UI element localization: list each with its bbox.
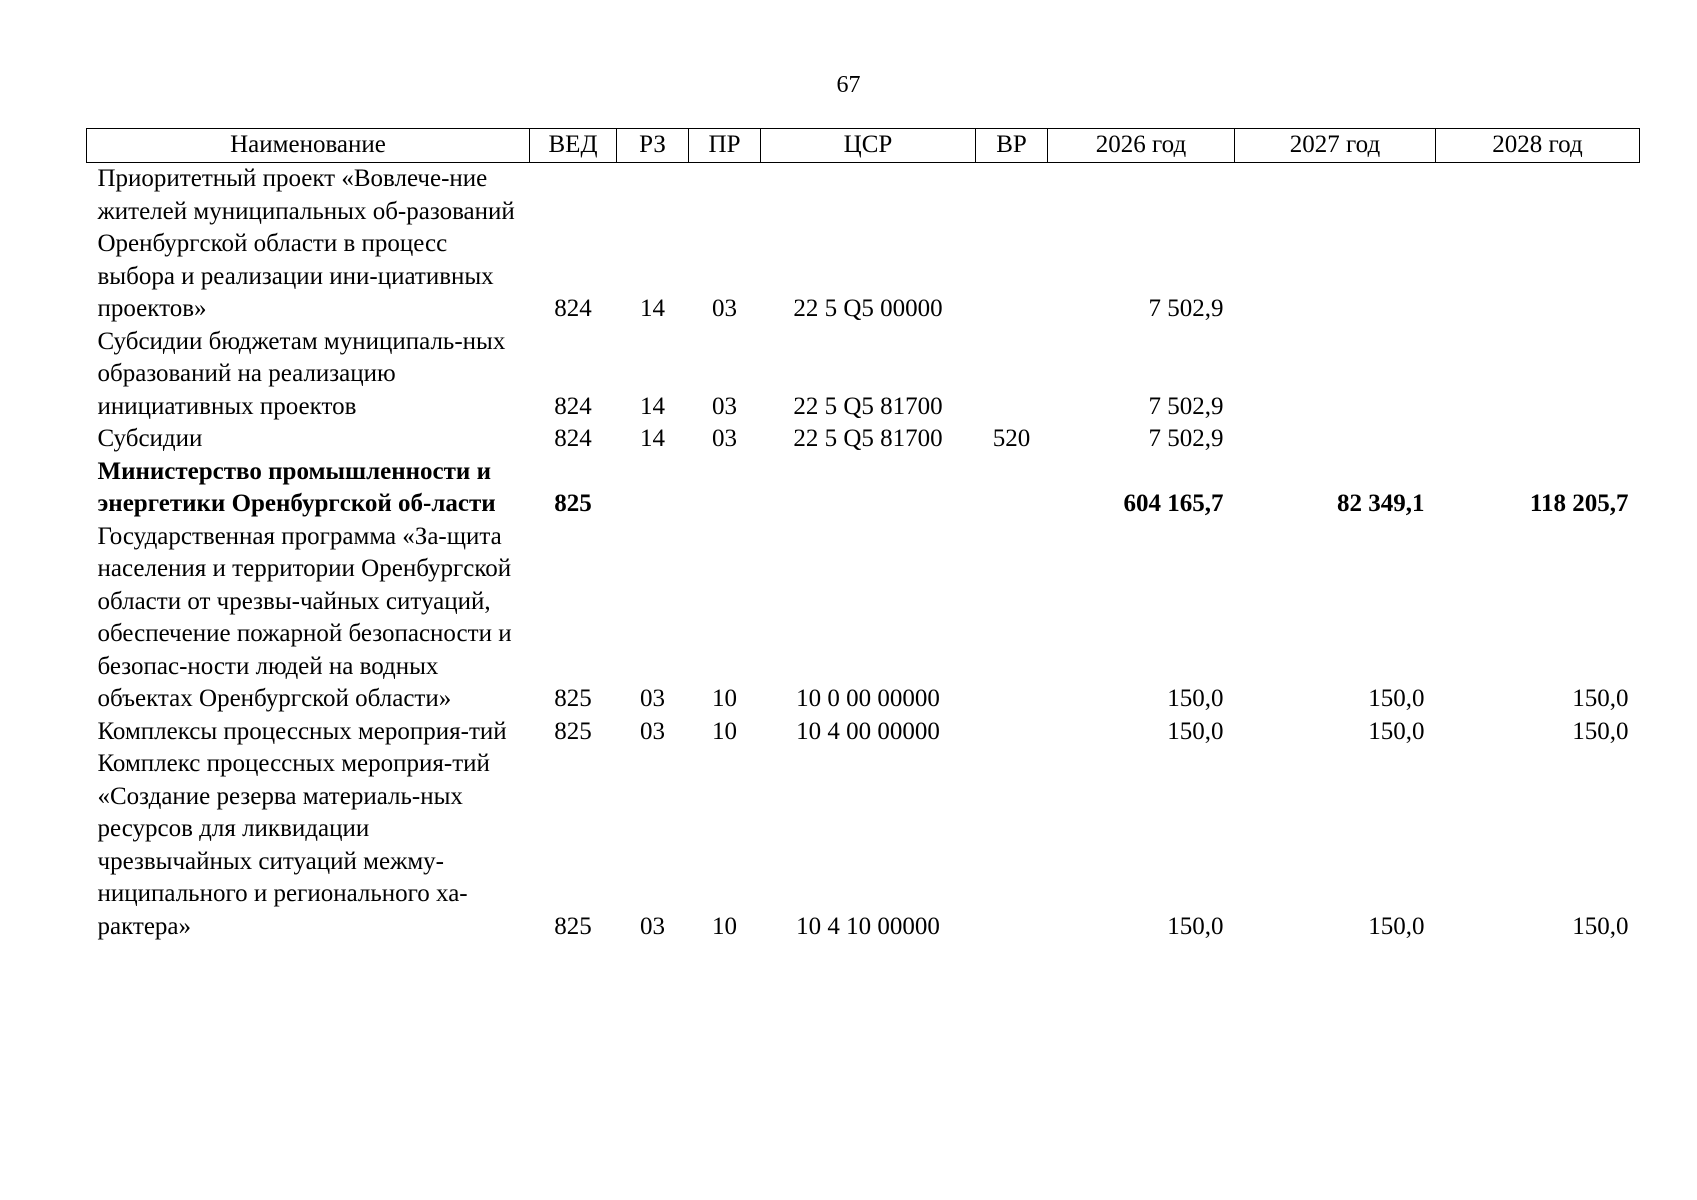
amount-2027-cell: 150,0 — [1368, 912, 1425, 940]
page-number: 67 — [836, 72, 861, 98]
pr-cell: 03 — [712, 392, 737, 420]
amount-2028-cell — [1436, 163, 1640, 326]
amount-2026-cell: 150,0 — [1167, 685, 1224, 712]
header-row — [87, 129, 1640, 163]
row-name-cell: Государственная программа «За-щита населения и территории Оренбургской области от чрезвы-чайных ситуаций, обеспечение пожарной безопасности и безопас-ности людей на водных объектах Оренбургской области» — [97, 522, 512, 712]
csr-cell: 10 4 10 00000 — [796, 912, 940, 940]
col-header-vr: ВР — [976, 129, 1048, 163]
amount-2028-cell — [1436, 326, 1640, 424]
rz-cell: 03 — [640, 912, 665, 940]
row-name-cell: Комплексы процессных мероприя-тий — [97, 717, 507, 745]
col-header-ved: ВЕД — [530, 129, 617, 163]
table-row — [87, 748, 1640, 943]
table-row — [87, 326, 1640, 424]
csr-cell: 10 4 00 00000 — [796, 717, 940, 745]
amount-2028-cell: 150,0 — [1572, 912, 1629, 940]
table-row-ministry — [87, 456, 1640, 521]
vr-cell — [976, 456, 1048, 521]
vr-cell — [976, 326, 1048, 424]
pr-cell: 10 — [712, 912, 737, 940]
amount-2026-cell: 150,0 — [1167, 912, 1224, 940]
col-header-2027: 2027 год — [1235, 129, 1436, 163]
row-name-cell: Министерство промышленности и энергетики Оренбургской об-ласти — [97, 457, 496, 517]
amount-2027-cell — [1235, 423, 1436, 456]
ved-cell: 825 — [554, 912, 592, 940]
amount-2027-cell — [1235, 163, 1436, 326]
amount-2027-cell: 150,0 — [1368, 685, 1425, 712]
ved-cell: 824 — [554, 392, 592, 420]
row-name-cell: Субсидии бюджетам муниципаль-ных образований на реализацию инициативных проектов — [97, 327, 506, 420]
amount-2028-cell — [1436, 423, 1640, 456]
col-header-2026: 2026 год — [1048, 129, 1235, 163]
table-row — [87, 423, 1640, 456]
amount-2026-cell: 604 165,7 — [1123, 490, 1224, 517]
col-header-csr: ЦСР — [761, 129, 976, 163]
row-name-cell: Комплекс процессных мероприя-тий «Создание резерва материаль-ных ресурсов для ликвидации чрезвычайных ситуаций межму-ниципального и регионального ха-рактера» — [97, 750, 490, 940]
table-row — [87, 716, 1640, 749]
amount-2026-cell: 7 502,9 — [1148, 392, 1224, 420]
vr-cell — [976, 163, 1048, 326]
rz-cell: 14 — [640, 392, 665, 420]
vr-cell — [976, 716, 1048, 749]
col-header-2028: 2028 год — [1436, 129, 1640, 163]
col-header-rz: РЗ — [617, 129, 689, 163]
amount-2026-cell: 150,0 — [1167, 717, 1224, 745]
vr-cell — [976, 521, 1048, 716]
csr-cell: 10 0 00 00000 — [796, 685, 940, 712]
csr-cell — [761, 456, 976, 521]
ved-cell: 825 — [554, 717, 592, 745]
table-row — [87, 163, 1640, 326]
pr-cell: 10 — [712, 717, 737, 745]
budget-table — [86, 128, 1640, 943]
amount-2027-cell: 150,0 — [1368, 717, 1425, 745]
rz-cell: 03 — [640, 717, 665, 745]
amount-2026-cell: 7 502,9 — [1148, 425, 1224, 452]
csr-cell: 22 5 Q5 81700 — [793, 392, 943, 420]
row-name-cell: Приоритетный проект «Вовлече-ние жителей муниципальных об-разований Оренбургской области в процесс выбора и реализации ини-циативных проектов» — [97, 165, 515, 322]
amount-2028-cell: 150,0 — [1572, 685, 1629, 712]
csr-cell: 22 5 Q5 81700 — [793, 425, 943, 452]
amount-2028-cell: 118 205,7 — [1529, 490, 1629, 517]
ved-cell: 825 — [554, 490, 592, 517]
pr-cell — [689, 456, 761, 521]
row-name-cell: Субсидии — [97, 425, 203, 452]
col-header-pr: ПР — [689, 129, 761, 163]
amount-2027-cell — [1235, 326, 1436, 424]
rz-cell — [617, 456, 689, 521]
csr-cell: 22 5 Q5 00000 — [793, 295, 943, 322]
amount-2027-cell: 82 349,1 — [1337, 490, 1425, 517]
amount-2028-cell: 150,0 — [1572, 717, 1629, 745]
col-header-name: Наименование — [87, 129, 530, 163]
rz-cell: 03 — [640, 685, 665, 712]
rz-cell: 14 — [640, 425, 665, 452]
vr-cell: 520 — [992, 425, 1031, 452]
ved-cell: 824 — [554, 425, 592, 452]
pr-cell: 10 — [712, 685, 737, 712]
ved-cell: 825 — [554, 685, 592, 712]
rz-cell: 14 — [640, 295, 665, 322]
ved-cell: 824 — [554, 295, 592, 322]
amount-2026-cell: 7 502,9 — [1148, 295, 1224, 322]
table-row — [87, 521, 1640, 716]
vr-cell — [976, 748, 1048, 943]
pr-cell: 03 — [712, 425, 737, 452]
pr-cell: 03 — [712, 295, 737, 322]
